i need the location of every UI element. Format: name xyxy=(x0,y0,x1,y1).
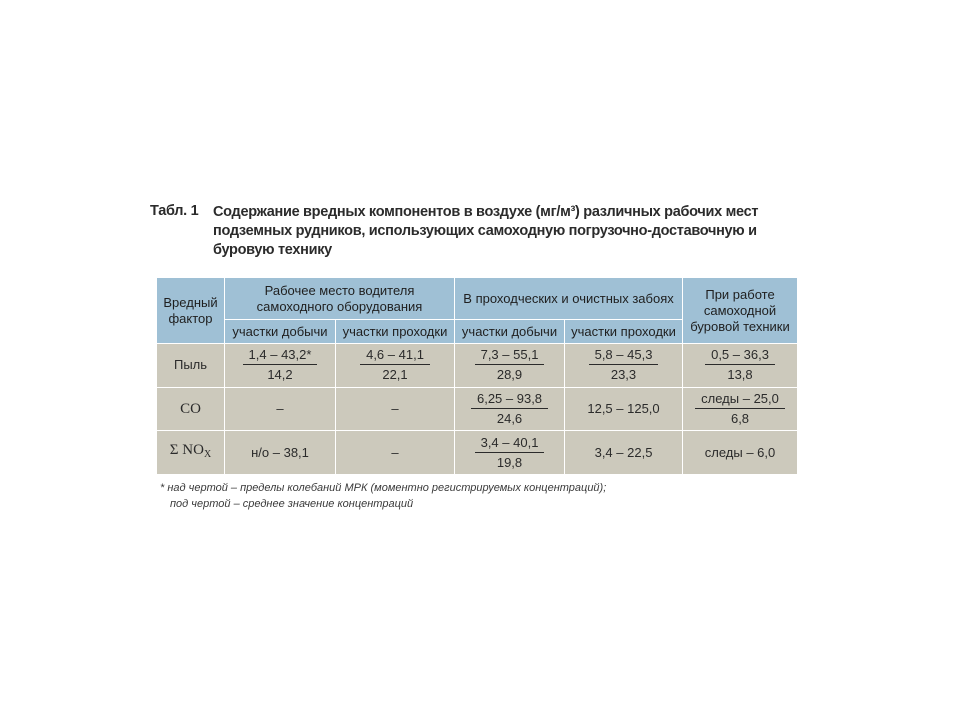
data-table xyxy=(156,277,798,475)
range-value: 6,25 – 93,8 xyxy=(471,391,548,409)
mean-value: 28,9 xyxy=(496,367,523,383)
row-factor-nox xyxy=(157,431,225,475)
footnote-line-1: * над чертой – пределы колебаний МРК (моментно регистрируемых концентраций); xyxy=(160,482,607,494)
table-cell xyxy=(683,387,798,431)
row-factor-co: CO xyxy=(157,387,225,431)
range-value: 0,5 – 36,3 xyxy=(705,347,775,365)
table-cell: – xyxy=(225,387,336,431)
mean-value: 19,8 xyxy=(496,454,523,470)
table-cell xyxy=(565,344,683,388)
table-number: Табл. 1 xyxy=(150,203,199,219)
table-cell: 12,5 – 125,0 xyxy=(565,387,683,431)
table-row-dust xyxy=(157,344,798,388)
header-drilling: При работе самоходной буровой техники xyxy=(683,278,798,344)
table-cell: следы – 6,0 xyxy=(683,431,798,475)
range-value: 1,4 – 43,2* xyxy=(243,347,318,365)
mean-value: 14,2 xyxy=(267,367,293,383)
table-title: Содержание вредных компонентов в воздухе (мг/м³) различных рабочих мест подземных рудников, использующих самоходную погрузочно-доставочную и буровую технику xyxy=(213,204,759,258)
table-cell xyxy=(683,344,798,388)
table-cell xyxy=(336,344,455,388)
table-footnote xyxy=(160,480,720,512)
factor-subscript: X xyxy=(203,449,212,461)
factor-main: Σ NO xyxy=(169,442,204,459)
row-factor-dust: Пыль xyxy=(157,344,225,388)
range-value: 5,8 – 45,3 xyxy=(589,347,659,365)
table-cell: – xyxy=(336,387,455,431)
table-cell: – xyxy=(336,431,455,475)
range-value: 7,3 – 55,1 xyxy=(475,347,545,365)
range-value: 3,4 – 40,1 xyxy=(475,435,545,453)
subheader-mining-2: участки добычи xyxy=(455,320,565,344)
subheader-tunneling-1: участки проходки xyxy=(336,320,455,344)
table-cell: 3,4 – 22,5 xyxy=(565,431,683,475)
mean-value: 22,1 xyxy=(382,367,408,383)
header-factor: Вредный фактор xyxy=(157,278,225,344)
header-faces: В проходческих и очистных забоях xyxy=(455,278,683,320)
table-cell xyxy=(455,344,565,388)
mean-value: 23,3 xyxy=(610,367,637,383)
footnote-line-2: под чертой – среднее значение концентраций xyxy=(170,498,414,510)
mean-value: 13,8 xyxy=(727,367,753,383)
subheader-tunneling-2: участки проходки xyxy=(565,320,683,344)
mean-value: 24,6 xyxy=(496,410,523,426)
table-cell: н/о – 38,1 xyxy=(225,431,336,475)
header-driver-workplace: Рабочее место водителя самоходного оборудования xyxy=(225,278,455,320)
table-cell xyxy=(455,387,565,431)
table-row-nox xyxy=(157,431,798,475)
table-cell xyxy=(455,431,565,475)
mean-value: 6,8 xyxy=(730,410,750,426)
table-cell xyxy=(225,344,336,388)
table-row-co xyxy=(157,387,798,431)
range-value: следы – 25,0 xyxy=(695,391,785,409)
range-value: 4,6 – 41,1 xyxy=(360,347,430,365)
subheader-mining-1: участки добычи xyxy=(225,320,336,344)
